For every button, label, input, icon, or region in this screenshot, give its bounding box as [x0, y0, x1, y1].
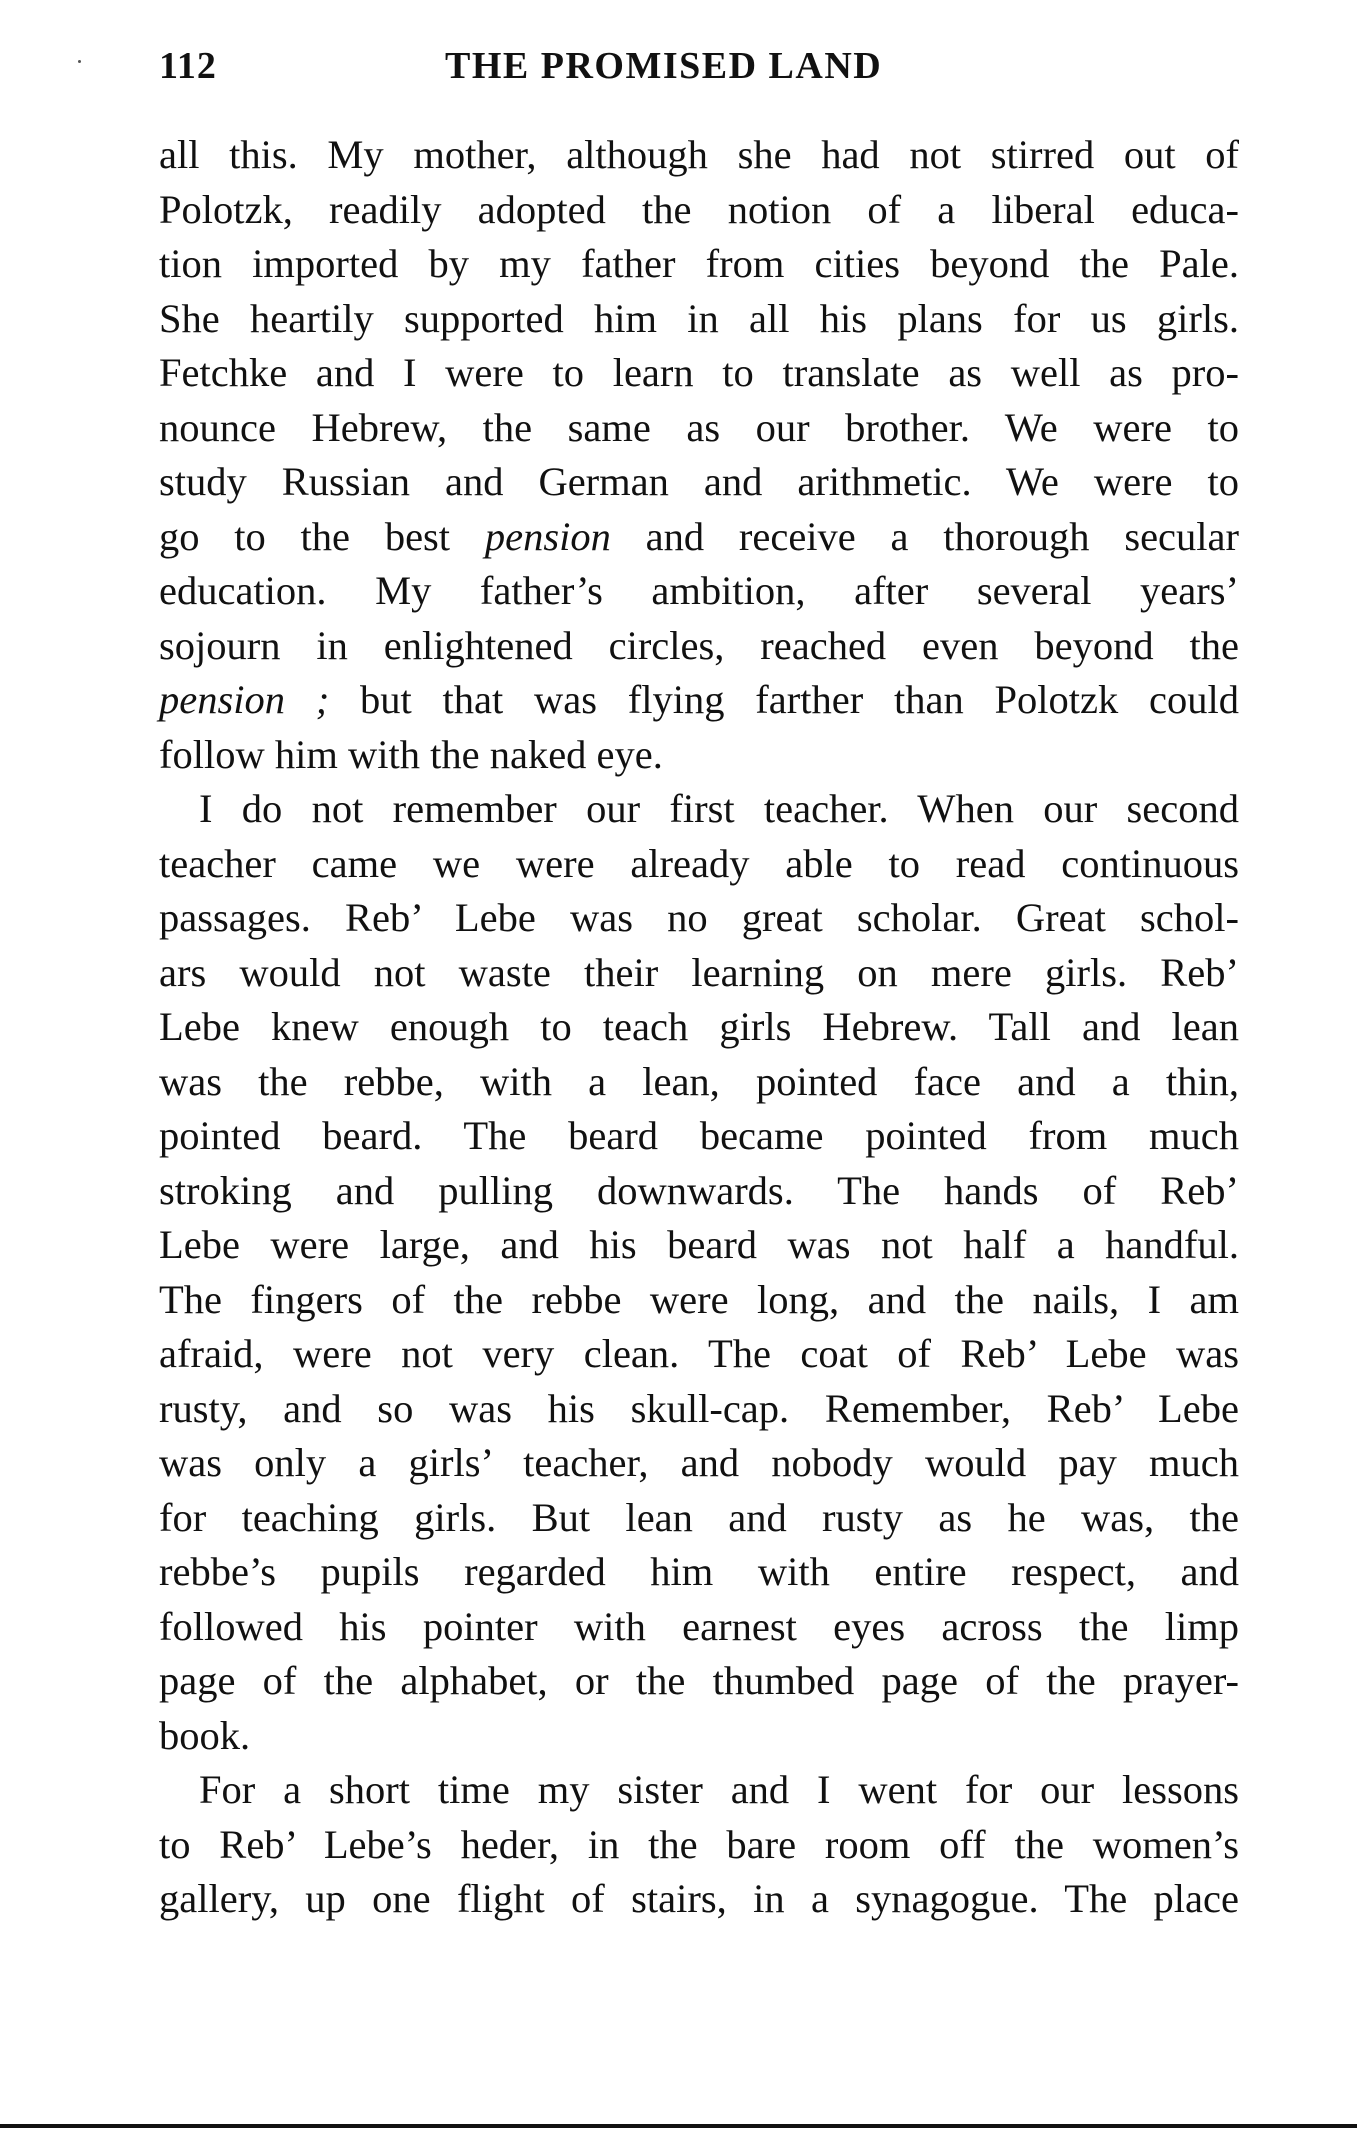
- text-line: rebbe’s pupils regarded him with entire respect, and: [159, 1549, 1239, 1594]
- text-line: sojourn in enlightened circles, reached even beyond the: [159, 622, 1239, 668]
- text-line: all this. My mother, although she had not stirred out of: [159, 132, 1239, 177]
- italic-text: pension ;: [159, 677, 330, 722]
- text-segment: but that was flying farther than Polotzk could: [329, 677, 1239, 722]
- text-segment: go to the best: [159, 513, 485, 559]
- paragraph-start-line: I do not remember our first teacher. When our second: [199, 786, 1239, 831]
- text-line: [159, 510, 1239, 565]
- text-segment: and receive a thorough secular: [610, 513, 1239, 559]
- text-line: [159, 673, 1239, 728]
- text-line: Polotzk, readily adopted the notion of a liberal educa-: [159, 186, 1239, 232]
- text-line: ars would not waste their learning on mere girls. Reb’: [159, 949, 1239, 995]
- text-line: was only a girls’ teacher, and nobody would pay much: [159, 1440, 1239, 1485]
- text-line: She heartily supported him in all his plans for us girls.: [159, 295, 1239, 341]
- text-line: pointed beard. The beard became pointed from much: [159, 1113, 1239, 1158]
- text-line: study Russian and German and arithmetic. We were to: [159, 459, 1239, 504]
- italic-text: pension: [484, 513, 611, 559]
- body-text: [159, 128, 1239, 1927]
- text-line: gallery, up one flight of stairs, in a synagogue. The place: [159, 1876, 1239, 1921]
- text-line: education. My father’s ambition, after several years’: [159, 568, 1239, 613]
- text-line: Lebe were large, and his beard was not half a handful.: [159, 1222, 1239, 1267]
- text-line: tion imported by my father from cities beyond the Pale.: [159, 241, 1239, 286]
- text-line: for teaching girls. But lean and rusty as he was, the: [159, 1494, 1239, 1540]
- page-header: [159, 44, 1239, 94]
- text-line: passages. Reb’ Lebe was no great scholar. Great schol-: [159, 895, 1239, 940]
- paragraph-end-line: book.: [159, 1712, 251, 1758]
- text-line: teacher came we were already able to read continuous: [159, 840, 1239, 886]
- paragraph-start-line: For a short time my sister and I went for our lessons: [199, 1767, 1239, 1812]
- paragraph-end-line: follow him with the naked eye.: [159, 731, 663, 777]
- text-line: Fetchke and I were to learn to translate as well as pro-: [159, 350, 1239, 395]
- text-line: stroking and pulling downwards. The hands of Reb’: [159, 1167, 1239, 1213]
- bottom-rule: [0, 2124, 1357, 2128]
- page-number: 112: [159, 45, 217, 87]
- running-title: THE PROMISED LAND: [445, 45, 883, 87]
- text-line: Lebe knew enough to teach girls Hebrew. Tall and lean: [159, 1004, 1239, 1049]
- text-line: rusty, and so was his skull-cap. Remember, Reb’ Lebe: [159, 1385, 1239, 1431]
- text-line: afraid, were not very clean. The coat of Reb’ Lebe was: [159, 1331, 1239, 1376]
- text-line: The fingers of the rebbe were long, and the nails, I am: [159, 1276, 1239, 1322]
- text-line: page of the alphabet, or the thumbed page of the prayer-: [159, 1658, 1239, 1703]
- text-line: to Reb’ Lebe’s heder, in the bare room off the women’s: [159, 1821, 1239, 1867]
- text-line: was the rebbe, with a lean, pointed face and a thin,: [159, 1058, 1239, 1104]
- text-line: followed his pointer with earnest eyes across the limp: [159, 1603, 1239, 1649]
- print-speck: [78, 60, 81, 63]
- text-line: nounce Hebrew, the same as our brother. We were to: [159, 404, 1239, 450]
